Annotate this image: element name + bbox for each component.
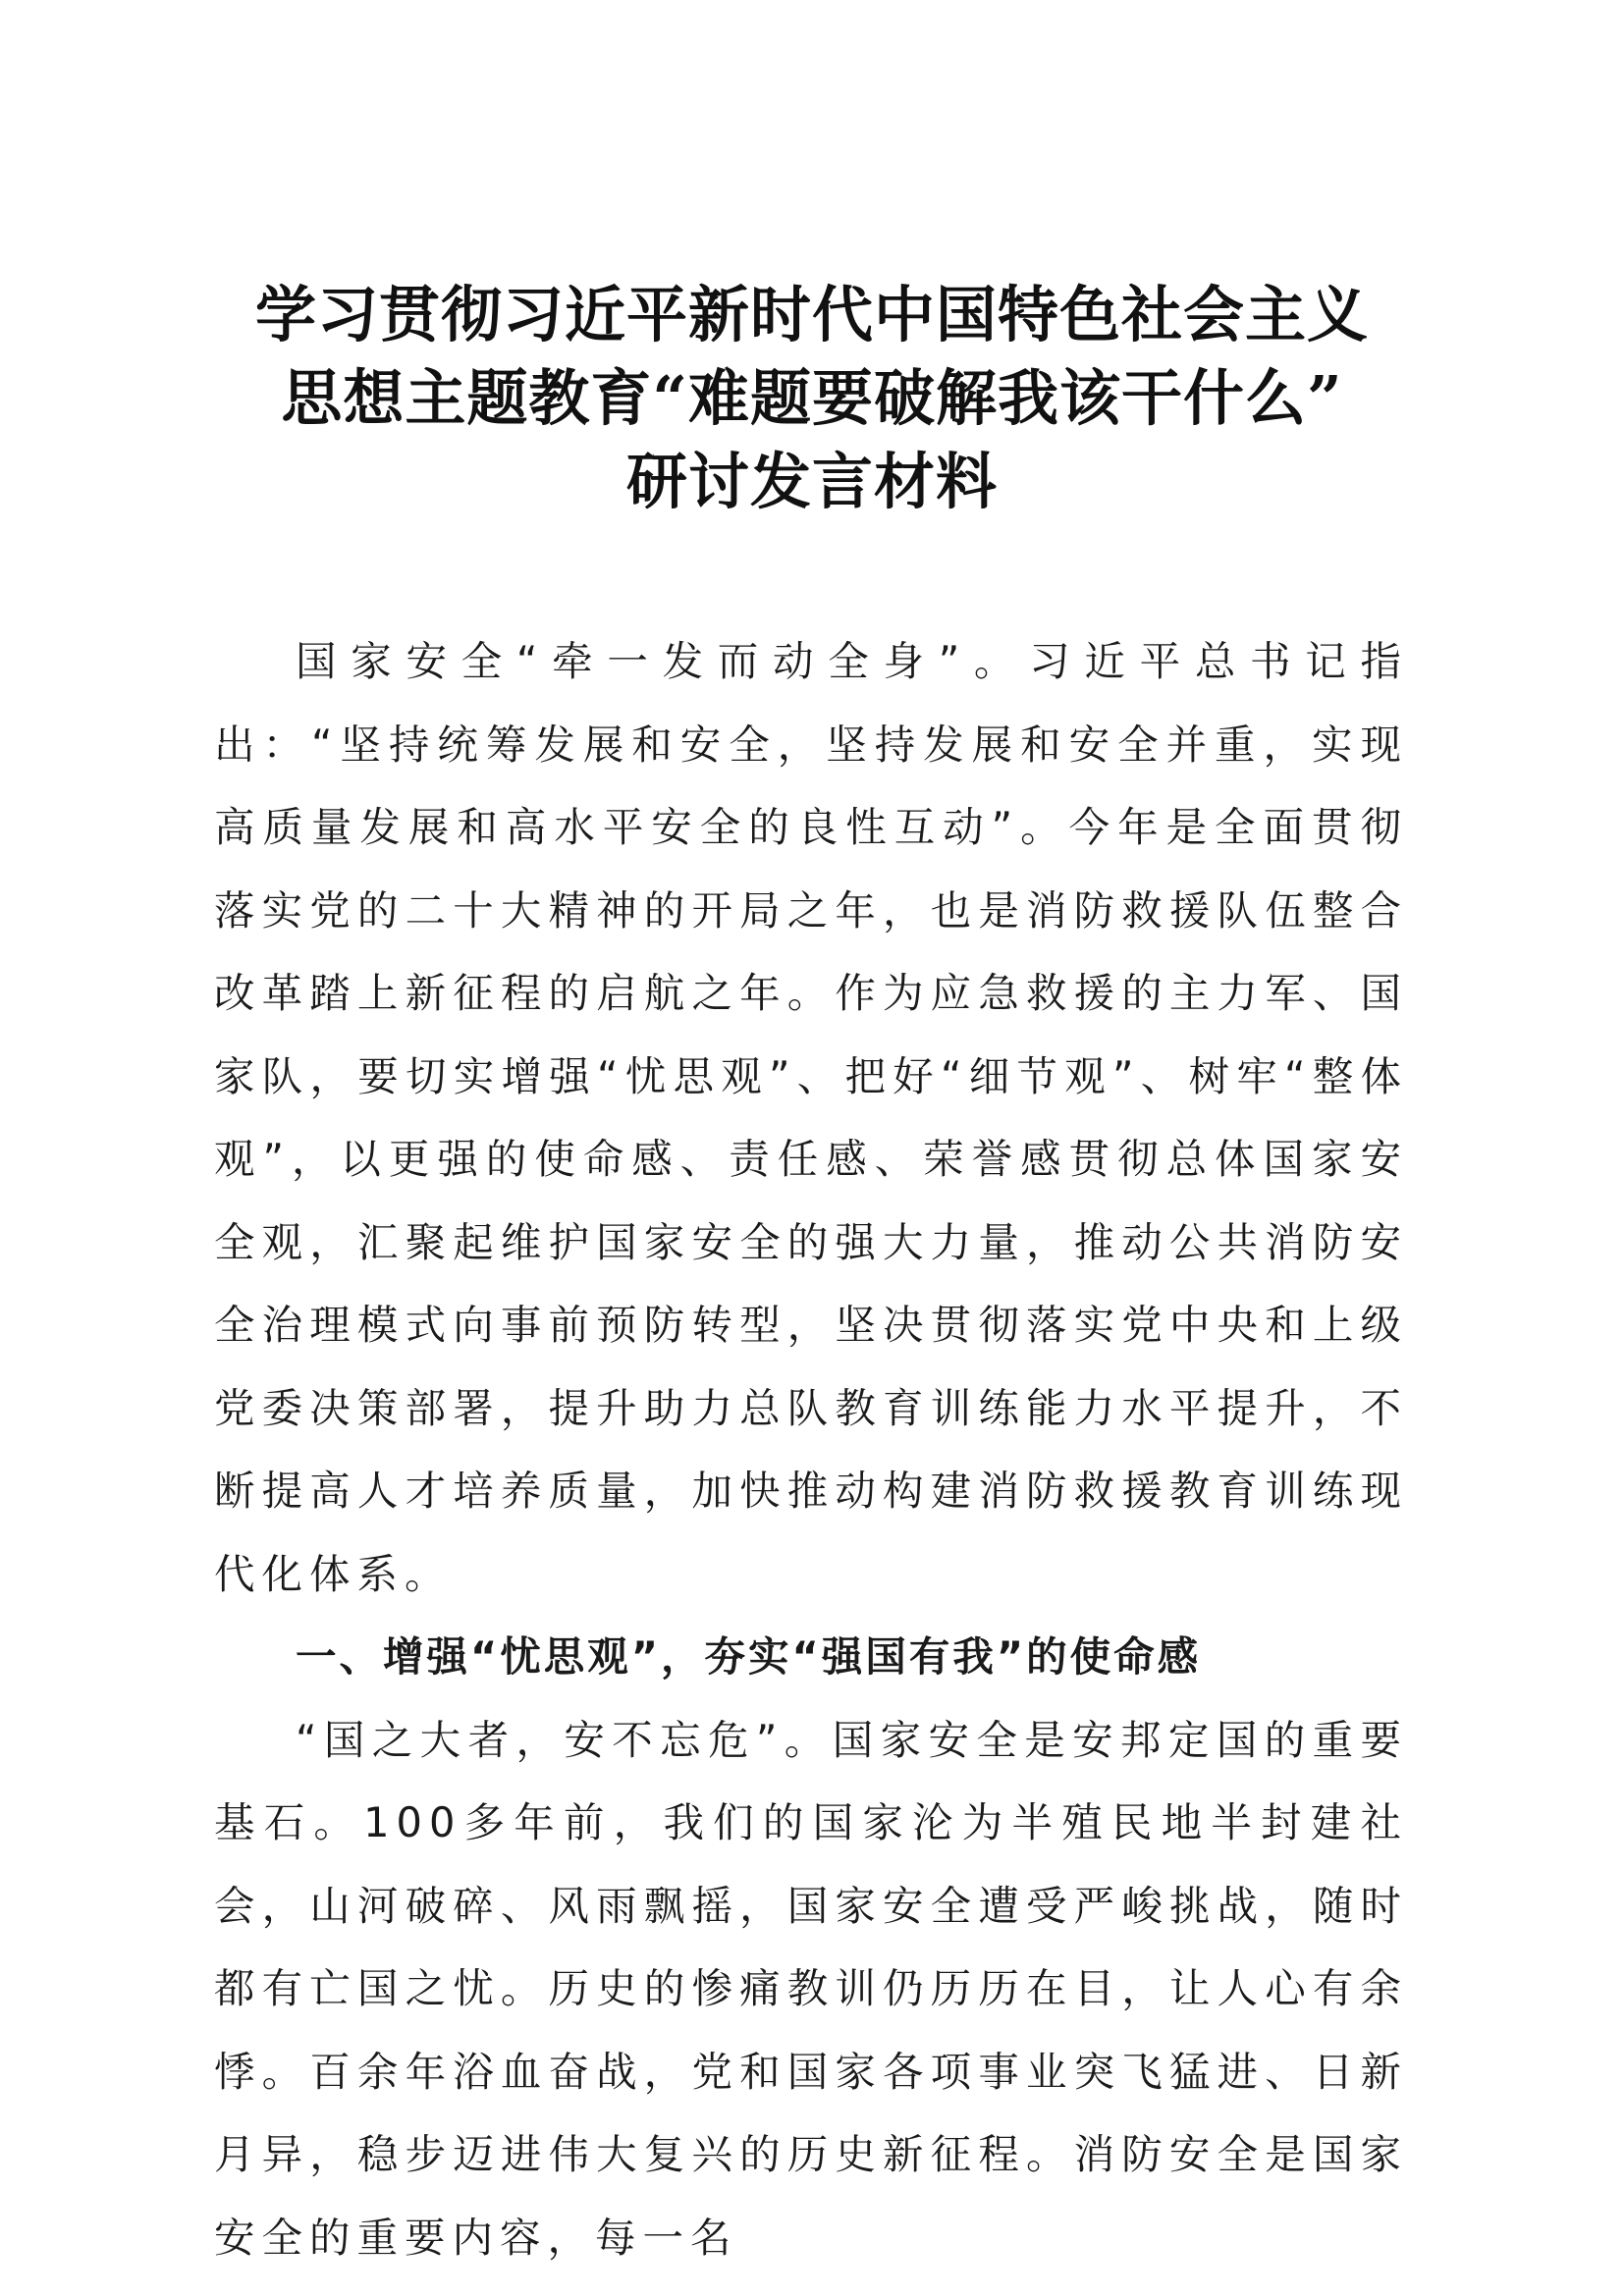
document-title (196, 273, 1428, 523)
section-1-paragraph: “国之大者，安不忘危”。国家安全是安邦定国的重要基石。100多年前，我们的国家沦为半殖民地半封建社会，山河破碎、风雨飘摇，国家安全遭受严峻挑战，随时都有亡国之忧。历史的惨痛教训仍历历在目，让人心有余悸。百余年浴血奋战，党和国家各项事业突飞猛进、日新月异，稳步迈进伟大复兴的历史新征程。消防安全是国家安全的重要内容，每一名 (214, 1715, 1408, 2262)
title-line-2: 思想主题教育“难题要破解我该干什么” (281, 362, 1343, 434)
document-body (214, 620, 1408, 2279)
title-line-3: 研讨发言材料 (625, 446, 998, 517)
intro-paragraph: 国家安全“牵一发而动全身”。习近平总书记指出：“坚持统筹发展和安全，坚持发展和安全并重，实现高质量发展和高水平安全的良性互动”。今年是全面贯彻落实党的二十大精神的开局之年，也是消防救援队伍整合改革踏上新征程的启航之年。作为应急救援的主力军、国家队，要切实增强“忧思观”、把好“细节观”、树牢“整体观”，以更强的使命感、责任感、荣誉感贯彻总体国家安全观，汇聚起维护国家安全的强大力量，推动公共消防安全治理模式向事前预防转型，坚决贯彻落实党中央和上级党委决策部署，提升助力总队教育训练能力水平提升，不断提高人才培养质量，加快推动构建消防救援教育训练现代化体系。 (214, 637, 1408, 1598)
title-line-1: 学习贯彻习近平新时代中国特色社会主义 (254, 279, 1369, 350)
section-1-heading: 一、增强“忧思观”，夯实“强国有我”的使命感 (296, 1632, 1202, 1681)
